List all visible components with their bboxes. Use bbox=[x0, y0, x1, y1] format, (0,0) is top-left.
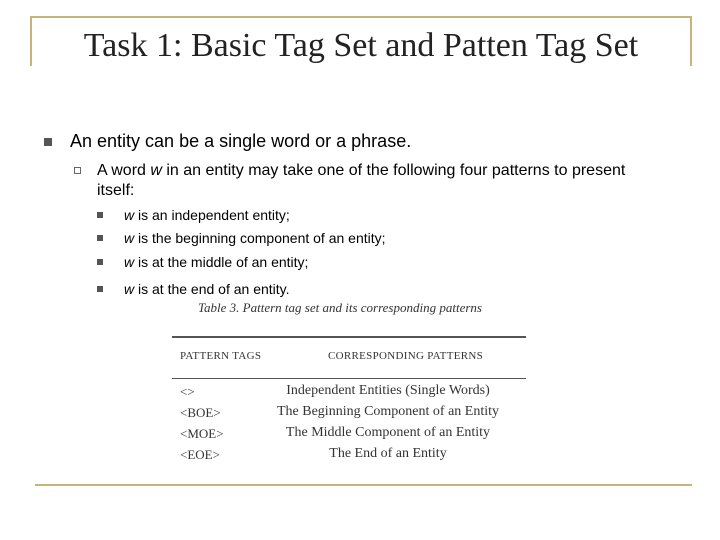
table-cell-tag: <> bbox=[180, 384, 195, 399]
pattern-text: is at the end of an entity. bbox=[134, 281, 290, 297]
frame-top-rule bbox=[30, 16, 692, 18]
table-top-rule bbox=[172, 336, 526, 338]
table-cell-tag: <EOE> bbox=[180, 447, 220, 462]
table-header-patterns: CORRESPONDING PATTERNS bbox=[328, 350, 484, 362]
slide-title: Task 1: Basic Tag Set and Patten Tag Set bbox=[83, 27, 639, 64]
small-square-bullet-icon bbox=[97, 212, 103, 218]
bullet-entity-definition: An entity can be a single word or a phrase. bbox=[70, 131, 412, 151]
pattern-text: is an independent entity; bbox=[134, 207, 290, 223]
pattern-var: w bbox=[124, 207, 135, 223]
square-bullet-icon bbox=[44, 138, 52, 146]
bullet2-suffix: in an entity may take one of the following four patterns to present itself: bbox=[97, 162, 626, 199]
small-square-bullet-icon bbox=[97, 235, 103, 241]
table-cell-pattern: The End of an Entity bbox=[329, 446, 447, 461]
table-header-tags: PATTERN TAGS bbox=[180, 350, 262, 362]
pattern-var: w bbox=[124, 230, 135, 246]
table-cell-pattern: The Middle Component of an Entity bbox=[285, 425, 491, 440]
bullet2-prefix: A word bbox=[97, 162, 151, 179]
table-cell-tag: <MOE> bbox=[180, 426, 224, 441]
frame-bottom-rule bbox=[35, 484, 692, 486]
table-caption: Table 3. Pattern tag set and its corresponding patterns bbox=[198, 300, 482, 315]
table-header-rule bbox=[172, 378, 526, 379]
table-cell-pattern: Independent Entities (Single Words) bbox=[286, 383, 490, 398]
pattern-item bbox=[124, 230, 386, 246]
pattern-item bbox=[124, 254, 308, 270]
bullet-word-patterns bbox=[97, 161, 657, 201]
pattern-var: w bbox=[124, 254, 135, 270]
pattern-text: is at the middle of an entity; bbox=[134, 254, 309, 270]
pattern-text: is the beginning component of an entity; bbox=[134, 230, 386, 246]
hollow-square-bullet-icon bbox=[74, 167, 81, 174]
table-cell-tag: <BOE> bbox=[180, 405, 221, 420]
pattern-item bbox=[124, 207, 290, 223]
small-square-bullet-icon bbox=[97, 259, 103, 265]
pattern-tag-table bbox=[170, 300, 530, 472]
table-cell-pattern: The Beginning Component of an Entity bbox=[276, 404, 500, 419]
small-square-bullet-icon bbox=[97, 286, 103, 292]
pattern-item bbox=[124, 281, 290, 297]
pattern-var: w bbox=[124, 281, 135, 297]
bullet2-var: w bbox=[150, 162, 162, 179]
